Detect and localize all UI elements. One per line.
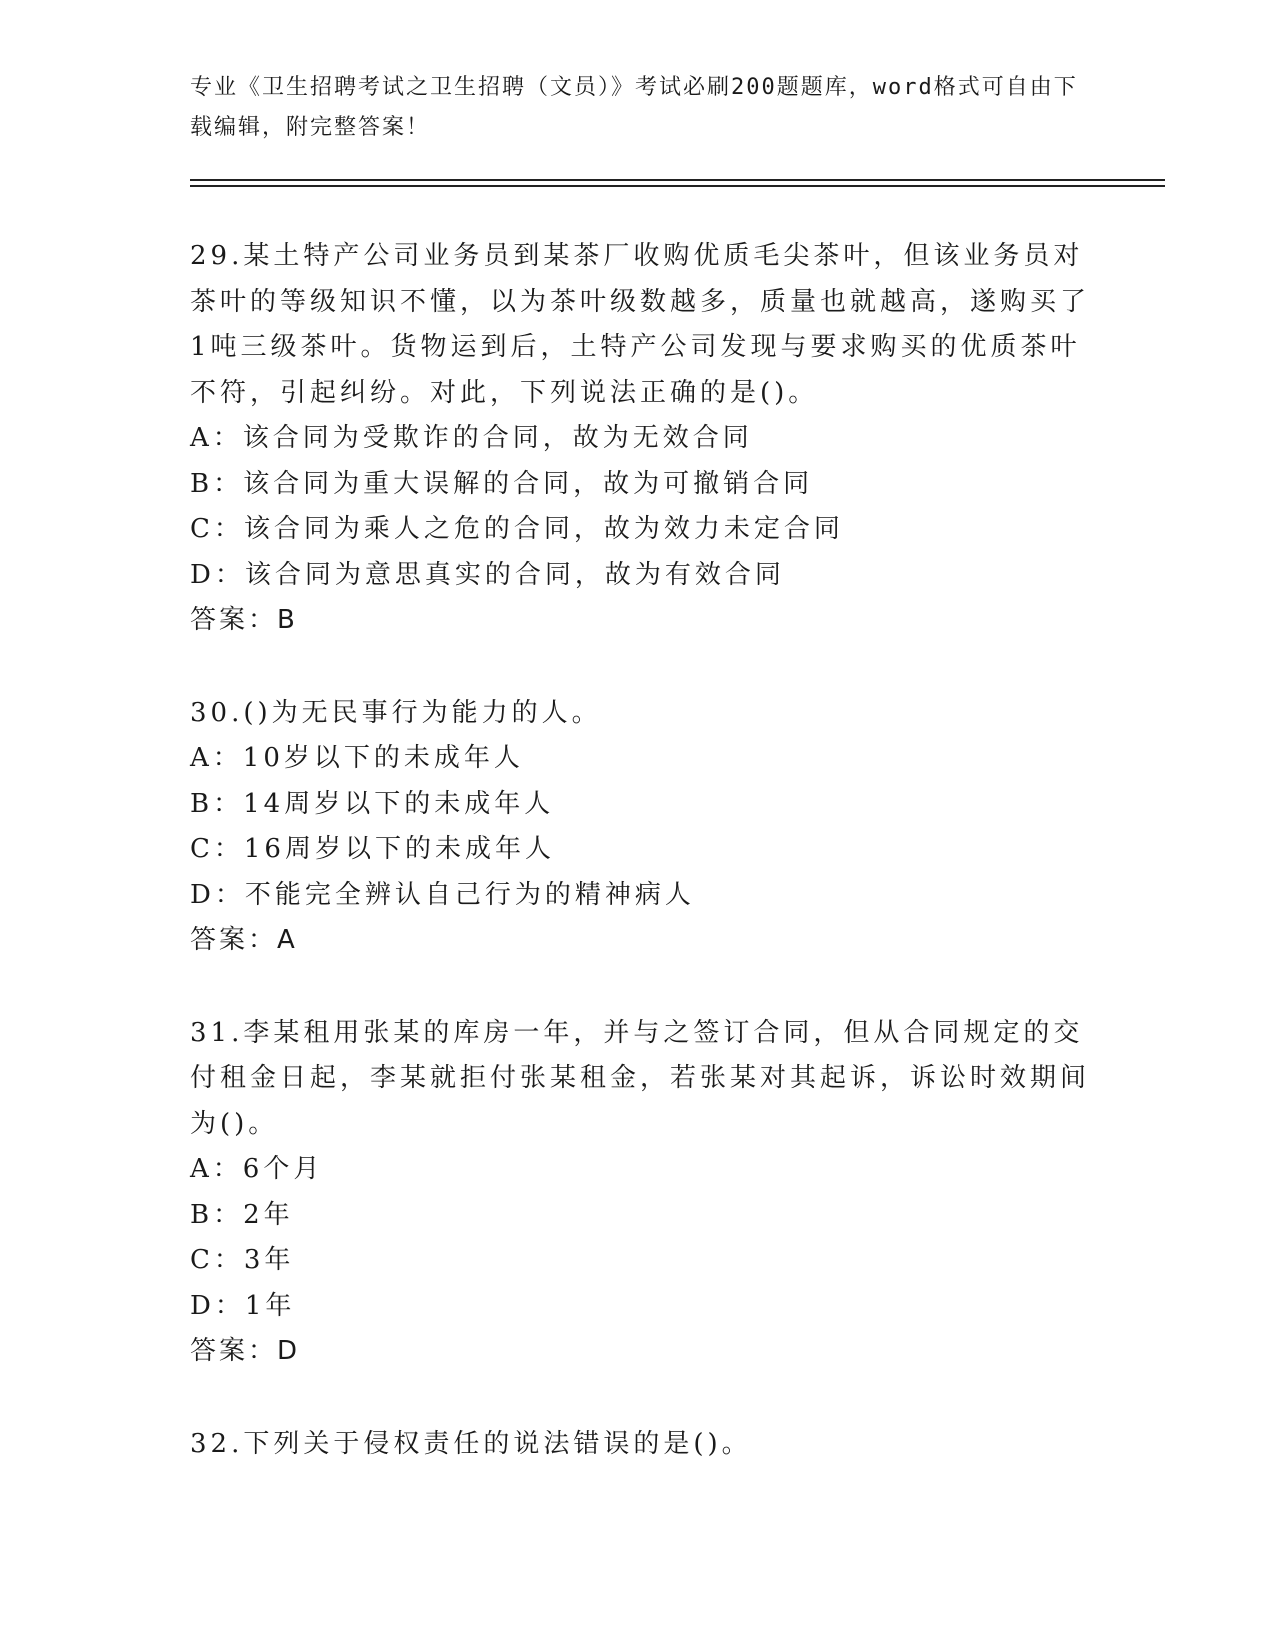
header-divider-bottom [190, 185, 1165, 187]
question-stem: 30.()为无民事行为能力的人。 [190, 697, 602, 728]
option-d: D：该合同为意思真实的合同，故为有效合同 [190, 559, 785, 590]
option-a: A：10岁以下的未成年人 [190, 743, 524, 773]
question-30 [190, 691, 1090, 964]
question-32 [190, 1422, 1090, 1468]
answer-line: 答案：D [190, 1336, 301, 1366]
question-stem: 32.下列关于侵权责任的说法错误的是()。 [190, 1428, 752, 1459]
option-c: C：16周岁以下的未成年人 [190, 834, 555, 864]
question-29 [190, 234, 1090, 644]
question-stem: 29.某土特产公司业务员到某茶厂收购优质毛尖茶叶，但该业务员对茶叶的等级知识不懂，以为茶叶级数越多，质量也就越高，遂购买了1吨三级茶叶。货物运到后，土特产公司发现与要求购买的优质茶叶不符，引起纠纷。对此，下列说法正确的是()。 [190, 241, 1091, 408]
option-c: C：3年 [190, 1245, 295, 1275]
option-b: B：2年 [190, 1199, 294, 1230]
question-31 [190, 1011, 1090, 1375]
document-header [190, 68, 1090, 148]
question-list [190, 234, 1090, 1514]
option-b: B：14周岁以下的未成年人 [190, 788, 555, 819]
question-stem: 31.李某租用张某的库房一年，并与之签订合同，但从合同规定的交付租金日起，李某就拒付张某租金，若张某对其起诉，诉讼时效期间为()。 [190, 1017, 1091, 1139]
answer-line: 答案：A [190, 925, 298, 955]
option-a: A：该合同为受欺诈的合同，故为无效合同 [190, 423, 753, 453]
option-d: D：1年 [190, 1290, 296, 1321]
option-a: A：6个月 [190, 1154, 324, 1184]
option-b: B：该合同为重大误解的合同，故为可撤销合同 [190, 468, 814, 499]
header-intro-text: 专业《卫生招聘考试之卫生招聘（文员）》考试必刷200题题库，word格式可自由下载编辑，附完整答案！ [190, 75, 1078, 140]
header-divider-top [190, 179, 1165, 181]
answer-line: 答案：B [190, 605, 298, 635]
option-c: C：该合同为乘人之危的合同，故为效力未定合同 [190, 514, 844, 544]
option-d: D：不能完全辨认自己行为的精神病人 [190, 879, 695, 910]
